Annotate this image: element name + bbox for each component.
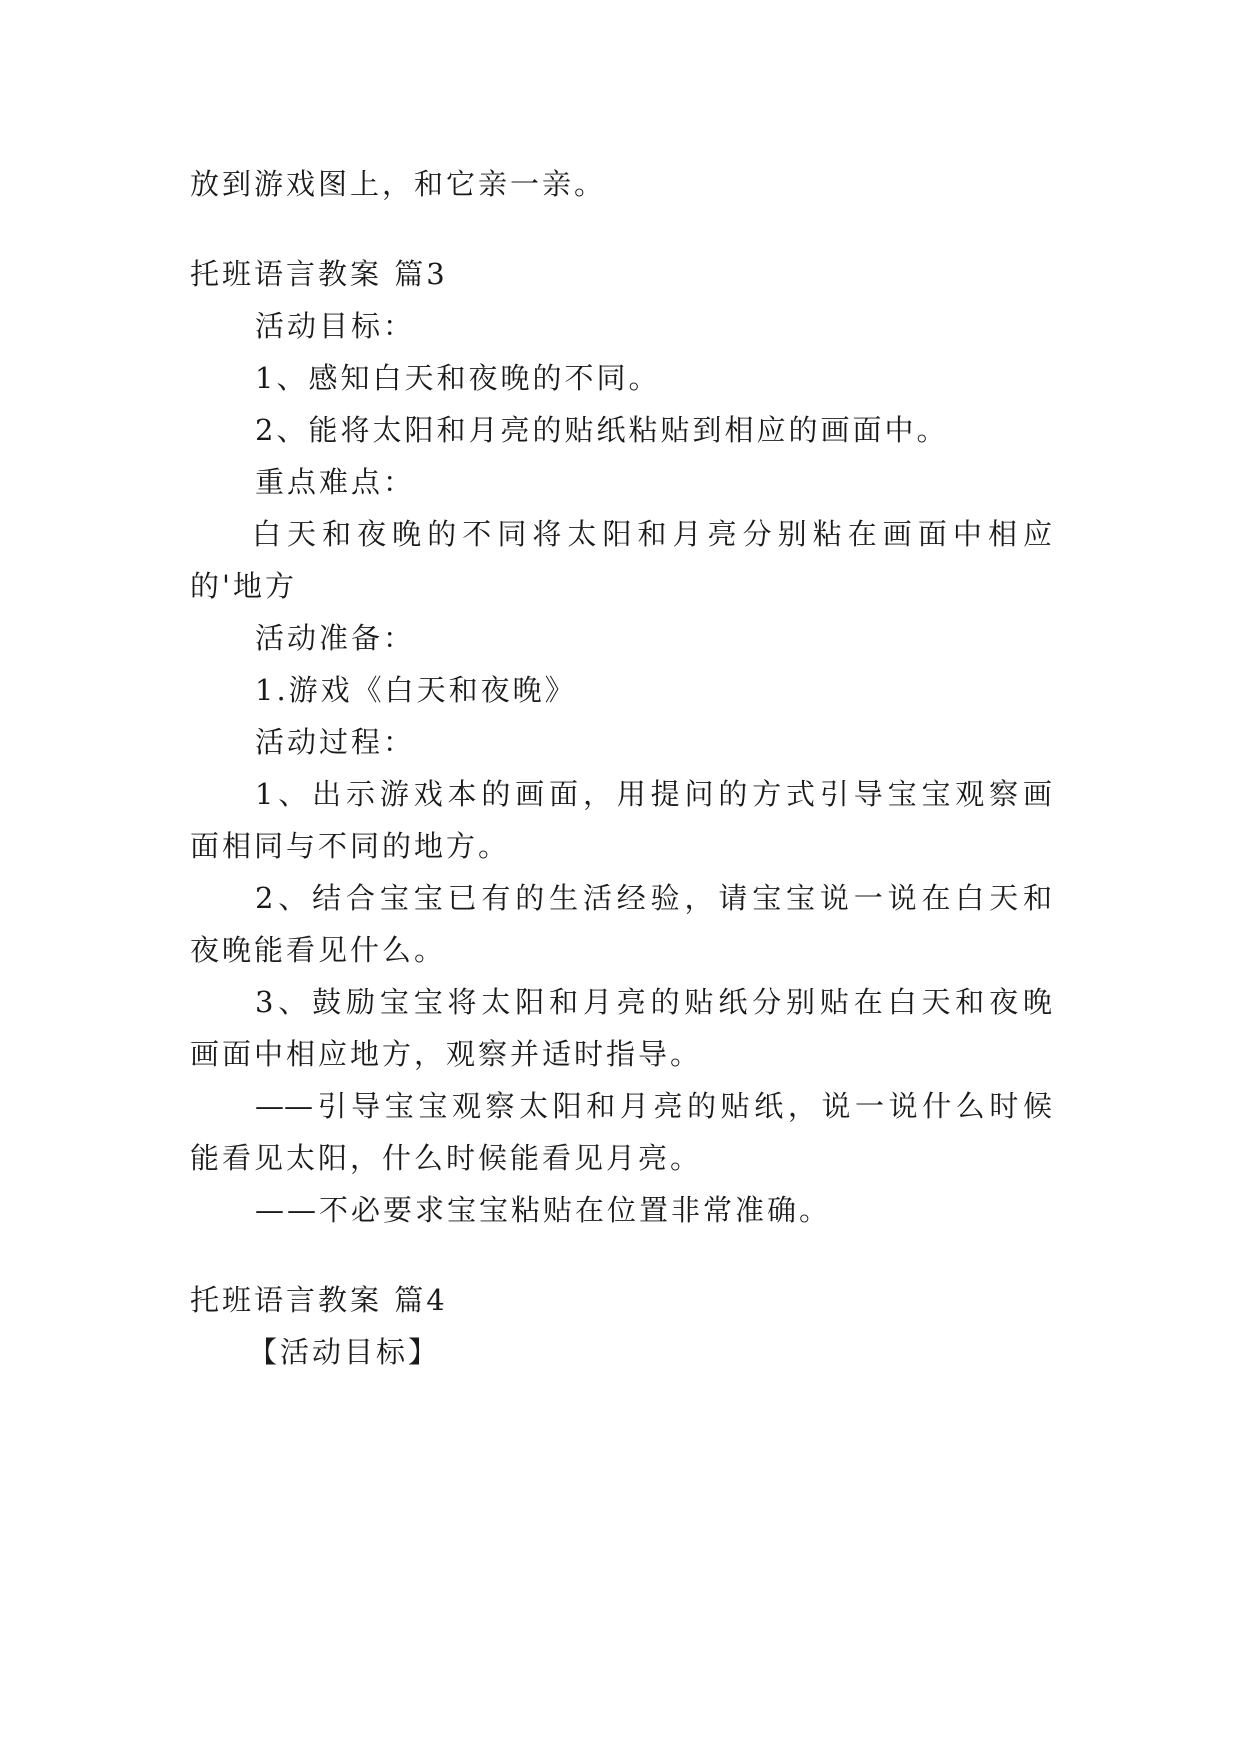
- difficulty-text-line-1: 白天和夜晚的不同将太阳和月亮分别粘在画面中相应: [252, 517, 1052, 551]
- paragraph-continuation: 放到游戏图上，和它亲一亲。: [190, 167, 607, 201]
- heading-activity-process: 活动过程：: [255, 725, 416, 759]
- process-step-3-line-1: 3、鼓励宝宝将太阳和月亮的贴纸分别贴在白天和夜晚: [255, 985, 1052, 1019]
- goal-item-1: 1、感知白天和夜晚的不同。: [255, 361, 661, 395]
- process-step-3-line-2: 画面中相应地方，观察并适时指导。: [190, 1037, 703, 1071]
- process-step-1-line-1: 1、出示游戏本的画面，用提问的方式引导宝宝观察画: [255, 777, 1052, 811]
- goal-item-2: 2、能将太阳和月亮的贴纸粘贴到相应的画面中。: [255, 413, 949, 447]
- process-note-1-line-2: 能看见太阳，什么时候能看见月亮。: [190, 1141, 703, 1175]
- process-note-1-line-1: ——引导宝宝观察太阳和月亮的贴纸，说一说什么时候: [255, 1089, 1052, 1123]
- process-step-2-line-1: 2、结合宝宝已有的生活经验，请宝宝说一说在白天和: [255, 881, 1052, 915]
- section-heading-4: 托班语言教案 篇4: [190, 1283, 448, 1317]
- difficulty-text-line-2: 的'地方: [190, 569, 297, 603]
- process-step-2-line-2: 夜晚能看见什么。: [190, 933, 447, 967]
- heading-activity-goals-bracketed: 【活动目标】: [248, 1335, 441, 1369]
- heading-key-difficulties: 重点难点：: [255, 465, 416, 499]
- heading-activity-goals: 活动目标：: [255, 309, 416, 343]
- section-heading-3: 托班语言教案 篇3: [190, 257, 448, 291]
- process-note-2: ——不必要求宝宝粘贴在位置非常准确。: [255, 1193, 832, 1227]
- preparation-item-1: 1.游戏《白天和夜晚》: [255, 673, 577, 707]
- heading-activity-preparation: 活动准备：: [255, 621, 416, 655]
- process-step-1-line-2: 面相同与不同的地方。: [190, 829, 511, 863]
